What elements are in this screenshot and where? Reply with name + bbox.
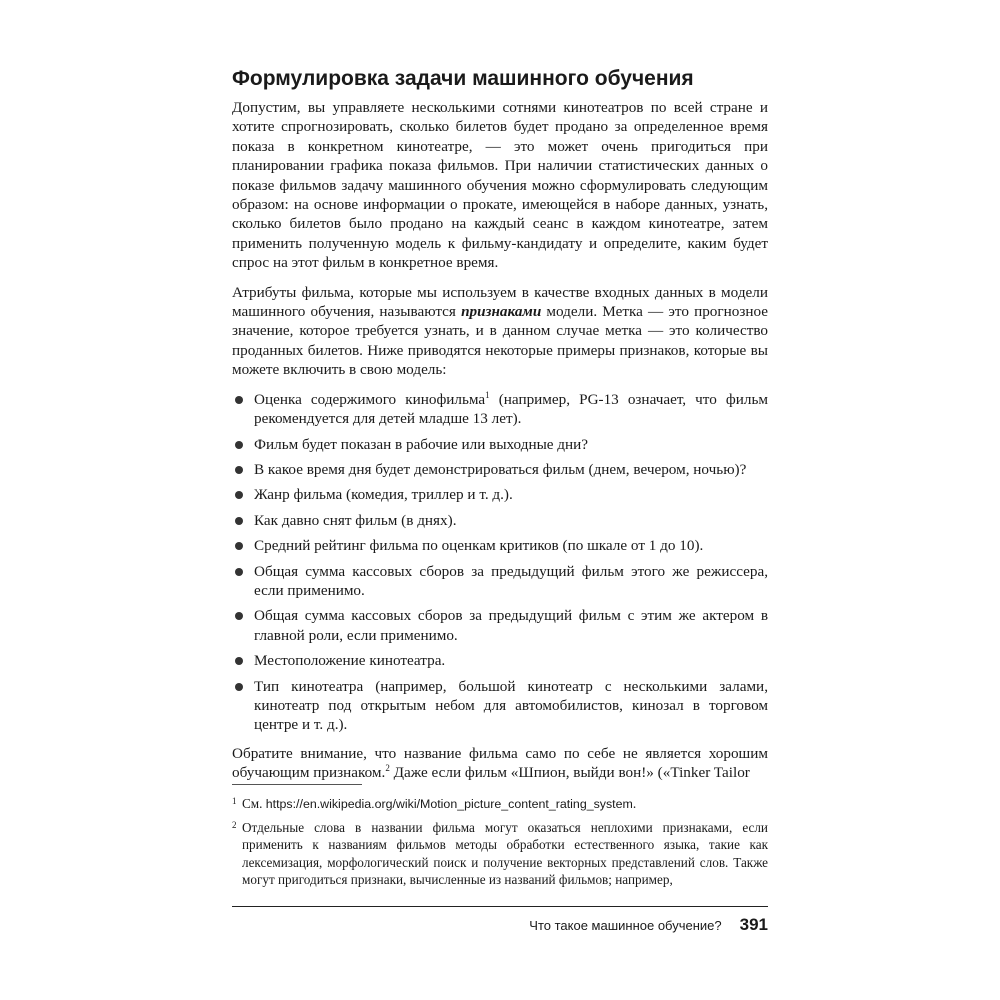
footnote-number: 1: [232, 796, 237, 806]
footnote-suffix: .: [632, 796, 637, 811]
intro-paragraph: Допустим, вы управляете несколькими сотнями кинотеатров по всей стране и хотите спрогнозировать, сколько билетов будет продано за определенное время показа в конкретном кинотеатре, — это может очень пригодиться при планировании графика показа фильмов. При наличии статистических данных о показе фильмов задачу машинного обучения можно сформулировать следующим образом: на основе информации о прокате, имеющейся в наборе данных, узнать, сколько билетов было продано на каждый сеанс в каждом кинотеатре, затем применить полученную модель к фильму-кандидату и определите, каким будет спрос на этот фильм в конкретное время.: [232, 99, 768, 272]
feature-text: (например, PG-13 означает, что фильм рекомендуется для детей младше 13 лет).: [254, 390, 768, 428]
list-item: [232, 511, 768, 530]
feature-text: Средний рейтинг фильма по оценкам критиков (по шкале от 1 до 10).: [254, 537, 704, 555]
feature-text: Общая сумма кассовых сборов за предыдущий фильм с этим же актером в главной роли, если применимо.: [254, 607, 768, 644]
bullet-icon: [235, 396, 243, 404]
attributes-text-end: модели. Метка — это прогнозное значение, которое требуется узнать, и в данном случае метка — это количество проданных билетов. Ниже приводятся некоторые примеры признаков, которые вы можете включить в свою модель:: [232, 303, 768, 379]
bullet-icon: [235, 441, 243, 449]
bullet-icon: [235, 568, 243, 576]
list-item: [232, 562, 768, 601]
feature-text: Тип кинотеатра (например, большой кинотеатр с несколькими залами, кинотеатр под открытым небом для автомобилистов, кинозал в торговом центре и т. д.).: [254, 677, 768, 734]
main-content: [232, 66, 768, 793]
closing-paragraph: [232, 744, 768, 783]
footnote-text: Отдельные слова в названии фильма могут оказаться неплохими признаками, если применить к названиям фильмов методы обработки естественного языка, такие как лексемизация, морфологический поиск и получение векторных представлений слов. Также могут пригодиться признаки, вычисленные из названий фильмов; например,: [242, 819, 768, 888]
feature-text: В какое время дня будет демонстрироваться фильм (днем, вечером, ночью)?: [254, 460, 747, 478]
footnote-divider: [232, 784, 362, 785]
bullet-icon: [235, 683, 243, 691]
bullet-icon: [235, 517, 243, 525]
page-number: 391: [739, 915, 768, 934]
feature-text: Оценка содержимого кинофильма: [254, 390, 486, 408]
chapter-title: Что такое машинное обучение?: [529, 918, 722, 933]
bullet-icon: [235, 612, 243, 620]
feature-text: Жанр фильма (комедия, триллер и т. д.).: [254, 486, 513, 504]
feature-text: Местоположение кинотеатра.: [254, 652, 446, 670]
list-item: [232, 651, 768, 670]
footnote-ref: 2: [385, 763, 390, 774]
footnotes: [232, 784, 768, 894]
closing-text-start: Обратите внимание, что название фильма само по себе не является хорошим обучающим признаком.: [232, 744, 768, 782]
feature-text: Фильм будет показан в рабочие или выходные дни?: [254, 435, 589, 453]
footnote-link[interactable]: https://en.wikipedia.org/wiki/Motion_picture_content_rating_system: [265, 797, 633, 811]
section-heading: Формулировка задачи машинного обучения: [232, 67, 694, 90]
list-item: [232, 390, 768, 429]
running-footer: [232, 906, 768, 935]
closing-text-end: Даже если фильм «Шпион, выйди вон!» («Tinker Tailor: [389, 764, 750, 782]
bullet-icon: [235, 466, 243, 474]
feature-text: Общая сумма кассовых сборов за предыдущий фильм этого же режиссера, если применимо.: [254, 562, 768, 599]
list-item: [232, 460, 768, 479]
feature-text: Как давно снят фильм (в днях).: [254, 511, 457, 529]
list-item: [232, 435, 768, 454]
attributes-paragraph: [232, 283, 768, 380]
bullet-icon: [235, 657, 243, 665]
footnote-1: [232, 795, 768, 814]
list-item: [232, 606, 768, 645]
attributes-text-start: Атрибуты фильма, которые мы используем в качестве входных данных в модели машинного обучения, называются: [232, 283, 768, 321]
footnote-number: 2: [232, 819, 237, 830]
features-term: признаками: [461, 303, 542, 321]
list-item: [232, 536, 768, 555]
bullet-icon: [235, 542, 243, 550]
list-item: [232, 677, 768, 735]
list-item: [232, 485, 768, 504]
footnote-2: [232, 819, 768, 889]
feature-list: [232, 390, 768, 735]
footnote-prefix: См.: [242, 796, 266, 811]
footnote-ref: 1: [485, 389, 490, 400]
bullet-icon: [235, 491, 243, 499]
